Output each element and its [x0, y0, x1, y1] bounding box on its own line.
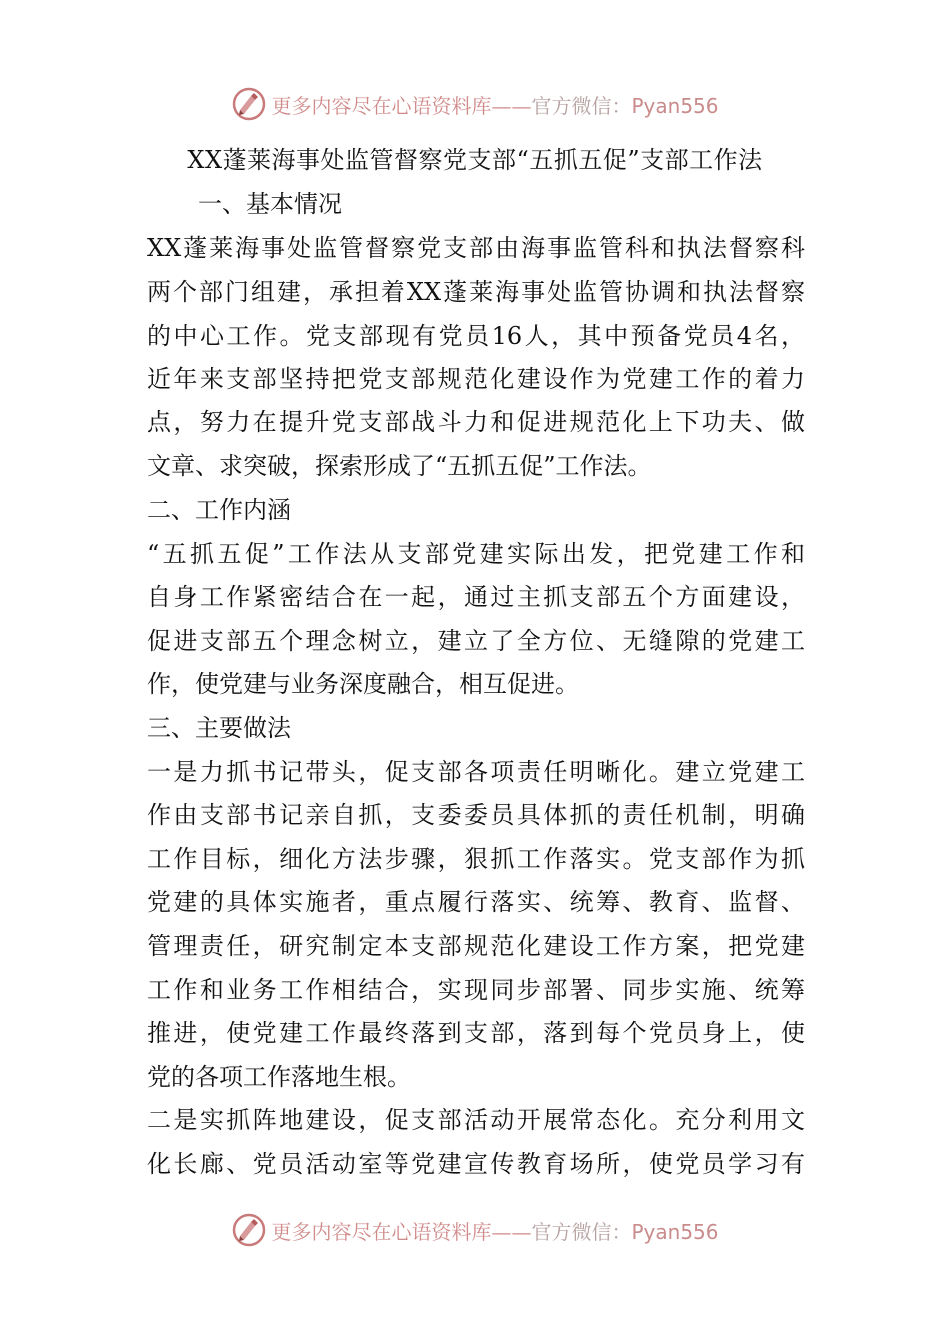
watermark-text: 更多内容尽在心语资料库——官方微信：Pyan556 — [271, 1219, 719, 1244]
paragraph-line: 促进支部五个理念树立，建立了全方位、无缝隙的党建工 — [147, 627, 805, 655]
paragraph-line: 管理责任，研究制定本支部规范化建设工作方案，把党建 — [147, 932, 805, 960]
section-heading: 一、基本情况 — [198, 190, 342, 218]
paragraph-line: 的中心工作。党支部现有党员16人，其中预备党员4名， — [147, 322, 805, 350]
paragraph-line: 两个部门组建，承担着XX蓬莱海事处监管协调和执法督察 — [147, 278, 805, 306]
paragraph-line: 工作和业务工作相结合，实现同步部署、同步实施、统筹 — [147, 976, 805, 1004]
section-heading: 三、主要做法 — [147, 714, 291, 742]
paragraph-line: 二是实抓阵地建设，促支部活动开展常态化。充分利用文 — [147, 1106, 805, 1134]
watermark-text: 更多内容尽在心语资料库——官方微信：Pyan556 — [271, 93, 719, 118]
paragraph-line: 文章、求突破，探索形成了“五抓五促”工作法。 — [147, 452, 652, 480]
watermark-banner-bottom — [0, 1210, 950, 1250]
paragraph-line: 一是力抓书记带头，促支部各项责任明晰化。建立党建工 — [147, 758, 805, 786]
brand-logo-icon — [231, 86, 267, 122]
paragraph-line: 党的各项工作落地生根。 — [147, 1063, 411, 1091]
section-heading: 二、工作内涵 — [147, 496, 291, 524]
paragraph-line: 作由支部书记亲自抓，支委委员具体抓的责任机制，明确 — [147, 801, 805, 829]
watermark-banner-top — [0, 84, 950, 124]
paragraph-line: XX蓬莱海事处监管督察党支部由海事监管科和执法督察科 — [147, 234, 805, 262]
paragraph-line: 化长廊、党员活动室等党建宣传教育场所，使党员学习有 — [147, 1150, 805, 1178]
paragraph-line: 党建的具体实施者，重点履行落实、统筹、教育、监督、 — [147, 888, 805, 916]
paragraph-line: 推进，使党建工作最终落到支部，落到每个党员身上，使 — [147, 1019, 805, 1047]
paragraph-line: “五抓五促”工作法从支部党建实际出发，把党建工作和 — [147, 540, 805, 568]
paragraph-line: 自身工作紧密结合在一起，通过主抓支部五个方面建设， — [147, 583, 805, 611]
document-title: XX蓬莱海事处监管督察党支部“五抓五促”支部工作法 — [187, 146, 763, 174]
paragraph-line: 近年来支部坚持把党支部规范化建设作为党建工作的着力 — [147, 365, 805, 393]
brand-logo-icon — [231, 1212, 267, 1248]
paragraph-line: 作，使党建与业务深度融合，相互促进。 — [147, 670, 579, 698]
paragraph-line: 工作目标，细化方法步骤，狠抓工作落实。党支部作为抓 — [147, 845, 805, 873]
paragraph-line: 点，努力在提升党支部战斗力和促进规范化上下功夫、做 — [147, 408, 805, 436]
